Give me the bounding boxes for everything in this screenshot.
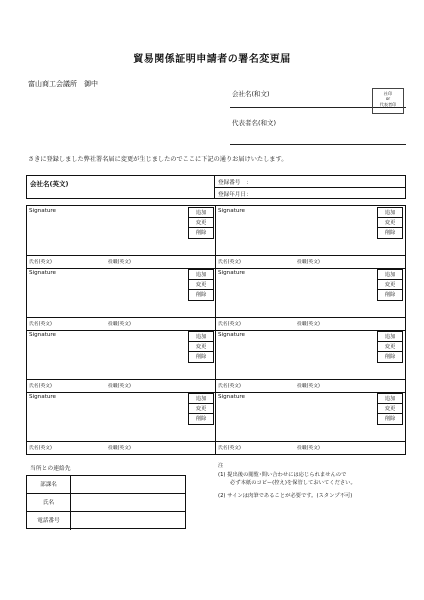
signature-cell[interactable] xyxy=(216,206,405,268)
signature-grid xyxy=(26,205,406,455)
name-en-label: 氏名(英文) xyxy=(29,260,52,265)
add-checkbox[interactable]: 追加 xyxy=(378,332,402,342)
name-en-label: 氏名(英文) xyxy=(218,260,241,265)
action-boxes xyxy=(377,331,403,363)
signature-label: Signature xyxy=(29,394,56,400)
title-en-label: 役職(英文) xyxy=(107,260,131,265)
registration-date-label: 登録年月日： xyxy=(218,192,252,198)
contact-table xyxy=(26,475,186,529)
name-title-row xyxy=(218,382,320,389)
note-1b: 必ず本紙のコピー(控え)を保管しておいてください。 xyxy=(230,480,356,487)
action-boxes xyxy=(188,207,214,239)
delete-checkbox[interactable]: 削除 xyxy=(384,230,396,236)
name-title-row xyxy=(218,258,320,265)
signature-label: Signature xyxy=(29,332,56,338)
seal-text-1: 社印 xyxy=(383,91,393,96)
notes xyxy=(218,462,356,500)
contact-label: 電話番号 xyxy=(27,512,71,530)
name-en-label: 氏名(英文) xyxy=(218,446,241,451)
intro-text: さきに登録しました弊社署名届に変更が生じましたのでここに下記の通りお届けいたします。 xyxy=(28,156,288,163)
action-boxes xyxy=(377,207,403,239)
title-en-label: 役職(英文) xyxy=(296,260,320,265)
notes-head: 注 xyxy=(218,463,224,469)
title-en-label: 役職(英文) xyxy=(107,384,131,389)
contact-title: 当所との連絡先 xyxy=(30,466,71,472)
representative-label: 代表者名(和文) xyxy=(232,119,277,127)
name-title-row xyxy=(218,320,320,327)
change-checkbox[interactable]: 変更 xyxy=(378,218,402,228)
name-title-row xyxy=(29,382,131,389)
signature-label: Signature xyxy=(29,270,56,276)
action-boxes xyxy=(377,393,403,425)
registration-number-label: 登録番号 ： xyxy=(218,180,252,186)
name-en-label: 氏名(英文) xyxy=(29,322,52,327)
signature-cell[interactable] xyxy=(216,330,405,392)
name-en-label: 氏名(英文) xyxy=(218,322,241,327)
name-en-label: 氏名(英文) xyxy=(29,384,52,389)
signature-cell[interactable] xyxy=(27,392,216,454)
add-checkbox[interactable]: 追加 xyxy=(189,332,213,342)
contact-row-department[interactable] xyxy=(27,476,185,494)
addressee: 富山商工会議所 御中 xyxy=(28,80,98,88)
change-checkbox[interactable]: 変更 xyxy=(189,342,213,352)
title-en-label: 役職(英文) xyxy=(107,322,131,327)
change-checkbox[interactable]: 変更 xyxy=(189,218,213,228)
action-boxes xyxy=(188,393,214,425)
add-checkbox[interactable]: 追加 xyxy=(378,208,402,218)
signature-label: Signature xyxy=(218,270,245,276)
note-2: (2) サインは肉筆であることが必要です。(スタンプ不可) xyxy=(218,492,353,499)
add-checkbox[interactable]: 追加 xyxy=(189,394,213,404)
seal-text-3: 代表者印 xyxy=(379,101,397,107)
signature-cell[interactable] xyxy=(216,268,405,330)
name-en-label: 氏名(英文) xyxy=(29,446,52,451)
company-name-jp-label: 会社名(和文) xyxy=(232,90,270,98)
action-boxes xyxy=(377,269,403,301)
title-en-label: 役職(英文) xyxy=(296,446,320,451)
title-en-label: 役職(英文) xyxy=(296,384,320,389)
name-title-row xyxy=(29,444,131,451)
change-checkbox[interactable]: 変更 xyxy=(189,404,213,414)
change-checkbox[interactable]: 変更 xyxy=(378,404,402,414)
delete-checkbox[interactable]: 削除 xyxy=(384,354,396,360)
delete-checkbox[interactable]: 削除 xyxy=(384,416,396,422)
signature-cell[interactable] xyxy=(27,268,216,330)
company-seal-box xyxy=(372,88,404,114)
name-en-label: 氏名(英文) xyxy=(218,384,241,389)
company-header-table xyxy=(26,175,406,199)
name-title-row xyxy=(29,258,131,265)
delete-checkbox[interactable]: 削除 xyxy=(195,292,207,298)
contact-label: 氏名 xyxy=(27,494,71,511)
representative-line[interactable] xyxy=(230,144,406,145)
change-checkbox[interactable]: 変更 xyxy=(378,342,402,352)
title-en-label: 役職(英文) xyxy=(107,446,131,451)
title-en-label: 役職(英文) xyxy=(296,322,320,327)
note-1a: (1) 提出後の閲覧･問い合わせには応じられませんので xyxy=(218,471,347,478)
contact-row-name[interactable] xyxy=(27,494,185,512)
action-boxes xyxy=(188,269,214,301)
company-name-en-label: 会社名(英文) xyxy=(30,180,69,188)
signature-cell[interactable] xyxy=(27,206,216,268)
contact-label: 部課名 xyxy=(27,476,71,493)
delete-checkbox[interactable]: 削除 xyxy=(384,292,396,298)
signature-label: Signature xyxy=(29,208,56,214)
add-checkbox[interactable]: 追加 xyxy=(378,394,402,404)
name-title-row xyxy=(29,320,131,327)
delete-checkbox[interactable]: 削除 xyxy=(195,230,207,236)
seal-text-2: or xyxy=(385,96,391,102)
signature-label: Signature xyxy=(218,394,245,400)
signature-cell[interactable] xyxy=(216,392,405,454)
contact-row-phone[interactable] xyxy=(27,512,185,530)
delete-checkbox[interactable]: 削除 xyxy=(195,416,207,422)
signature-label: Signature xyxy=(218,332,245,338)
change-checkbox[interactable]: 変更 xyxy=(378,280,402,290)
signature-label: Signature xyxy=(218,208,245,214)
add-checkbox[interactable]: 追加 xyxy=(378,270,402,280)
delete-checkbox[interactable]: 削除 xyxy=(195,354,207,360)
action-boxes xyxy=(188,331,214,363)
name-title-row xyxy=(218,444,320,451)
form-title: 貿易関係証明申請者の署名変更届 xyxy=(133,54,291,65)
signature-cell[interactable] xyxy=(27,330,216,392)
add-checkbox[interactable]: 追加 xyxy=(189,208,213,218)
change-checkbox[interactable]: 変更 xyxy=(189,280,213,290)
add-checkbox[interactable]: 追加 xyxy=(189,270,213,280)
